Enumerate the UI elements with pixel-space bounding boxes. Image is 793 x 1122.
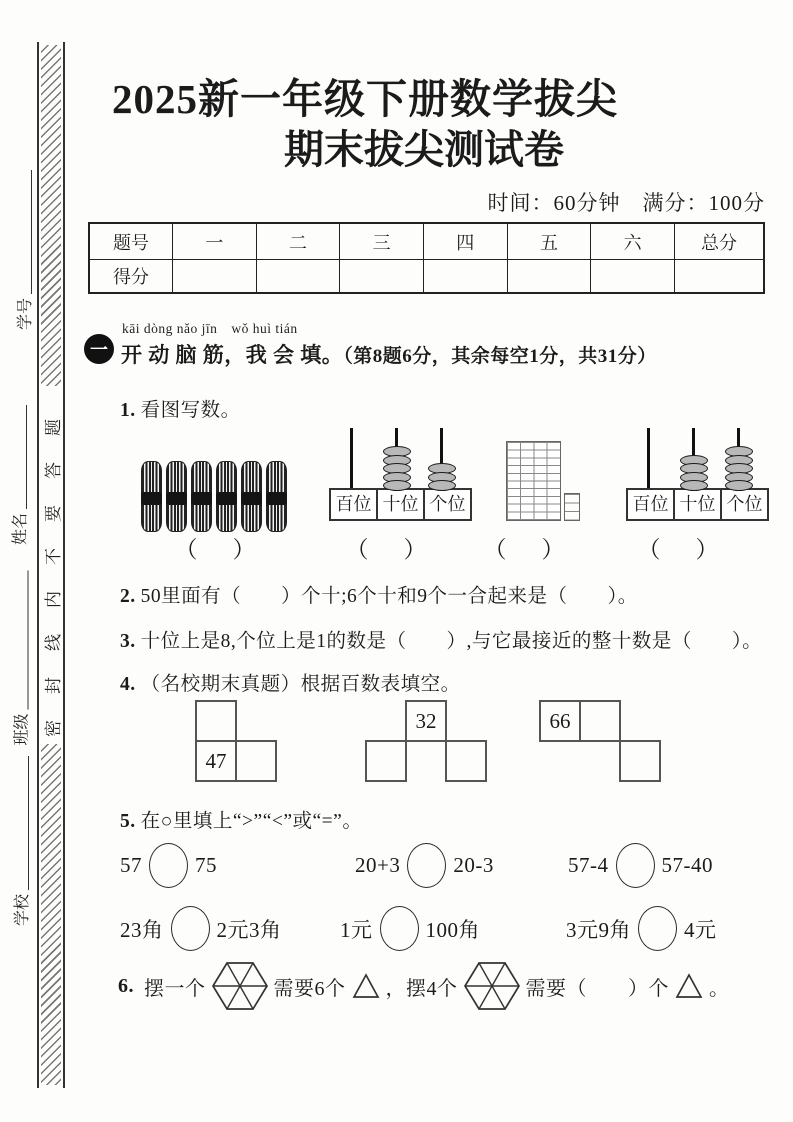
- score-table-score-row: [89, 260, 764, 294]
- score-empty-cell: [507, 260, 591, 294]
- question-6-part: 需要6个: [273, 977, 346, 1000]
- chart-cell-empty: [195, 700, 237, 742]
- score-row-label: 得分: [89, 260, 173, 294]
- question-3-text: [120, 625, 762, 653]
- question-6-number: 6.: [118, 974, 134, 997]
- stick-bundle-icon: [166, 461, 187, 532]
- question-1-prompt: 看图写数。: [140, 400, 241, 421]
- compare-right: 57-40: [661, 853, 713, 877]
- name-field: [10, 405, 30, 545]
- question-2-prompt: 50里面有（ ）个十;6个十和9个一合起来是（ ）。: [140, 586, 638, 607]
- section-heading-note: （第8题6分，其余每空1分，共31分）: [343, 346, 657, 367]
- question-3-number: 3.: [120, 631, 136, 652]
- question-6-part: ，摆4个: [385, 977, 458, 1000]
- comparison-item: [355, 843, 494, 888]
- abacus-bead: [725, 480, 753, 491]
- abacus1-tens-beads: [374, 449, 419, 492]
- compare-left: 57: [120, 853, 142, 877]
- comparison-item: [120, 906, 282, 951]
- seal-text-block: [39, 389, 63, 741]
- stick-bundle-icon: [191, 461, 212, 532]
- comparison-item: [566, 906, 717, 951]
- comparison-circle: [407, 843, 446, 888]
- abacus-bead: [680, 480, 708, 491]
- chart-cell-empty: [445, 740, 487, 782]
- abacus1-place-labels: [329, 488, 472, 521]
- chart-cell-empty: [579, 700, 621, 742]
- comparison-circle: [380, 906, 419, 951]
- hatch-pattern-top: [41, 45, 61, 386]
- score-header-cell: 二: [256, 223, 340, 260]
- student-id-label: 学号: [17, 297, 34, 330]
- name-line: [26, 405, 27, 509]
- question-6-part: 摆一个: [144, 977, 206, 1000]
- stick-bundle-icon: [266, 461, 287, 532]
- question-3-prompt: 十位上是8,个位上是1的数是（ ）,与它最接近的整十数是（ ）。: [140, 631, 763, 652]
- comparison-item: [340, 906, 480, 951]
- question-2-text: [120, 580, 638, 608]
- hundred-square-grid: [506, 441, 561, 521]
- question-6-part: 需要（ ）个: [525, 977, 669, 1000]
- answer-blank: （ ）: [483, 537, 571, 562]
- comparison-circle: [616, 843, 655, 888]
- score-header-cell: 三: [340, 223, 424, 260]
- comparison-circle: [171, 906, 210, 951]
- score-empty-cell: [423, 260, 507, 294]
- section-one-badge: 一: [84, 334, 114, 364]
- section-pinyin: kāi dòng nǎo jīn wǒ huì tián: [122, 321, 298, 336]
- place-label-hundreds: 百位: [626, 488, 675, 521]
- compare-left: 20+3: [355, 853, 401, 877]
- section-heading-text: 开 动 脑 筋，我 会 填。: [121, 343, 344, 367]
- chart-cell-empty: [619, 740, 661, 782]
- student-id-field: [15, 170, 35, 330]
- answer-blank: （ ）: [174, 537, 262, 562]
- question-5-number: 5.: [120, 811, 136, 832]
- hundred-chart-shape-1: [196, 701, 316, 781]
- question-5-text: [120, 805, 362, 833]
- comparison-item: [120, 843, 217, 888]
- seal-text: 密封线内不要答题: [44, 393, 63, 737]
- compare-right: 2元3角: [216, 917, 282, 942]
- compare-left: 23角: [120, 917, 164, 942]
- abacus2-tens-beads: [671, 457, 716, 491]
- compare-left: 3元9角: [566, 917, 631, 942]
- paper-title-line2: 期末拔尖测试卷: [284, 127, 564, 172]
- stick-bundles-figure: [141, 461, 287, 532]
- name-label: 姓名: [12, 512, 29, 545]
- school-label: 学校: [14, 893, 31, 926]
- question-6-row: [118, 960, 730, 1012]
- abacus-figure-1: [329, 427, 466, 521]
- question-6-part: 。: [709, 977, 730, 1000]
- score-header-cell: 一: [173, 223, 257, 260]
- question-1-number: 1.: [120, 400, 136, 421]
- stick-bundle-icon: [141, 461, 162, 532]
- question-2-number: 2.: [120, 586, 136, 607]
- abacus-rod-hundreds: [647, 428, 650, 492]
- score-empty-cell: [675, 260, 765, 294]
- hexagon-six-triangles-icon: [211, 960, 269, 1012]
- time-and-score-info: 时间：60分钟 满分：100分: [487, 191, 765, 215]
- chart-cell-66: 66: [539, 700, 581, 742]
- school-field: [12, 756, 32, 926]
- place-label-tens: 十位: [376, 488, 425, 521]
- abacus2-ones-beads: [716, 449, 761, 492]
- score-header-cell: 四: [423, 223, 507, 260]
- abacus-bead: [428, 480, 456, 491]
- hundred-chart-shape-3: [540, 701, 660, 781]
- question-5-prompt: 在○里填上“>”“<”或“=”。: [140, 811, 363, 832]
- hexagon-six-triangles-icon: [463, 960, 521, 1012]
- compare-right: 100角: [425, 917, 480, 942]
- comparison-item: [568, 843, 713, 888]
- score-table: [88, 222, 765, 294]
- question-4-number: 4.: [120, 674, 136, 695]
- score-empty-cell: [173, 260, 257, 294]
- answer-blank: （ ）: [637, 537, 725, 562]
- stick-bundle-icon: [241, 461, 262, 532]
- answer-blank: （ ）: [345, 537, 433, 562]
- student-id-line: [31, 170, 32, 294]
- hundred-square-grid-extra-cells: [564, 493, 580, 521]
- score-header-cell: 题号: [89, 223, 173, 260]
- stick-bundle-icon: [216, 461, 237, 532]
- score-header-cell: 五: [507, 223, 591, 260]
- question-4-text: [120, 668, 461, 696]
- compare-right: 20-3: [453, 853, 494, 877]
- triangle-icon: [351, 972, 381, 1000]
- class-label: 班级: [13, 713, 31, 746]
- abacus-rod-hundreds: [350, 428, 353, 492]
- comparison-circle: [149, 843, 188, 888]
- place-label-tens: 十位: [673, 488, 722, 521]
- chart-cell-47: 47: [195, 740, 237, 782]
- hatch-pattern-bottom: [41, 744, 61, 1085]
- triangle-icon: [674, 972, 704, 1000]
- score-empty-cell: [256, 260, 340, 294]
- section-heading: [121, 339, 657, 369]
- abacus2-place-labels: [626, 488, 769, 521]
- score-empty-cell: [340, 260, 424, 294]
- score-table-header-row: [89, 223, 764, 260]
- class-field: [12, 571, 32, 746]
- school-line: [28, 756, 29, 890]
- compare-right: 75: [195, 853, 217, 877]
- hundred-chart-shape-2: [366, 701, 486, 781]
- paper-title-line1: 2025新一年级下册数学拔尖: [112, 76, 618, 122]
- comparison-circle: [638, 906, 677, 951]
- score-empty-cell: [591, 260, 675, 294]
- chart-cell-32: 32: [405, 700, 447, 742]
- abacus1-ones-beads: [419, 466, 464, 492]
- abacus-figure-2: [626, 427, 763, 521]
- compare-left: 1元: [340, 917, 373, 942]
- compare-right: 4元: [684, 917, 717, 942]
- class-line: [28, 571, 29, 710]
- abacus-bead: [383, 480, 411, 491]
- place-label-hundreds: 百位: [329, 488, 378, 521]
- question-1-text: [120, 394, 241, 422]
- score-header-cell: 六: [591, 223, 675, 260]
- seal-line-strip: [37, 42, 65, 1088]
- place-label-ones: 个位: [423, 488, 472, 521]
- question-4-prompt: （名校期末真题）根据百数表填空。: [140, 674, 461, 695]
- chart-cell-empty: [235, 740, 277, 782]
- chart-cell-empty: [365, 740, 407, 782]
- place-label-ones: 个位: [720, 488, 769, 521]
- compare-left: 57-4: [568, 853, 609, 877]
- score-header-cell: 总分: [675, 223, 765, 260]
